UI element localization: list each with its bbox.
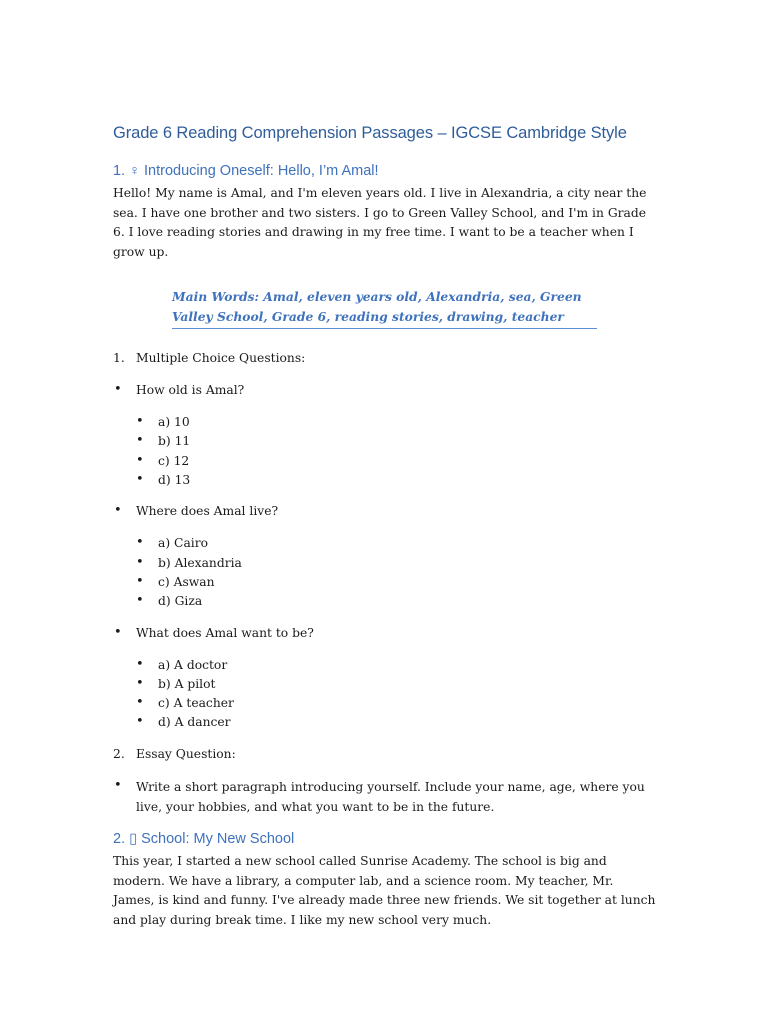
bullet-icon: • [136,574,144,589]
bullet-icon: • [136,657,144,672]
question-1-option-d: d) 13 [158,473,191,487]
bullet-icon: • [136,555,144,570]
essay-number: 2. [113,747,125,761]
bullet-icon: • [136,453,144,468]
question-3-option-d: d) A dancer [158,715,231,729]
section-1-heading: 1. ♀ Introducing Oneself: Hello, I’m Amal! [113,163,379,179]
question-2-option-b: b) Alexandria [158,556,242,570]
question-1-option-b: b) 11 [158,434,191,448]
bullet-icon: • [136,593,144,608]
question-1-option-c: c) 12 [158,454,190,468]
bullet-icon: • [114,625,122,640]
document-title: Grade 6 Reading Comprehension Passages – IGCSE Cambridge Style [113,124,627,142]
bullet-icon: • [114,503,122,518]
bullet-icon: • [136,714,144,729]
section-1-passage: Hello! My name is Amal, and I'm eleven years old. I live in Alexandria, a city near the sea. I have one brother and two sisters. I go to Green Valley School, and I'm in Grade 6. I love reading stories and drawing in my free time. I want to be a teacher when I grow up. [113,186,647,259]
question-2-option-d: d) Giza [158,594,203,608]
question-2-text: Where does Amal live? [136,504,279,518]
bullet-icon: • [136,535,144,550]
question-2-option-a: a) Cairo [158,536,208,550]
question-3-option-a: a) A doctor [158,658,228,672]
essay-label: Essay Question: [136,747,236,761]
question-1-option-a: a) 10 [158,415,190,429]
bullet-icon: • [136,695,144,710]
question-3-text: What does Amal want to be? [136,626,314,640]
bullet-icon: • [136,676,144,691]
section-2-heading: 2. ▯ School: My New School [113,831,295,847]
bullet-icon: • [114,382,122,397]
main-words-quote: Main Words: Amal, eleven years old, Alexandria, sea, Green Valley School, Grade 6, reading stories, drawing, teacher [172,289,582,324]
question-1-text: How old is Amal? [136,383,245,397]
question-2-option-c: c) Aswan [158,575,215,589]
bullet-icon: • [136,414,144,429]
mcq-number: 1. [113,351,125,365]
mcq-label: Multiple Choice Questions: [136,351,306,365]
question-3-option-c: c) A teacher [158,696,234,710]
essay-prompt: Write a short paragraph introducing yourself. Include your name, age, where you live, your hobbies, and what you want to be in the future. [136,780,645,814]
bullet-icon: • [136,472,144,487]
bullet-icon: • [136,433,144,448]
question-3-option-b: b) A pilot [158,677,216,691]
bullet-icon: • [114,778,122,793]
section-2-passage: This year, I started a new school called Sunrise Academy. The school is big and modern. We have a library, a computer lab, and a science room. My teacher, Mr. James, is kind and funny. I've already made three new friends. We sit together at lunch and play during break time. I like my new school very much. [113,854,656,927]
quote-divider [172,328,597,329]
